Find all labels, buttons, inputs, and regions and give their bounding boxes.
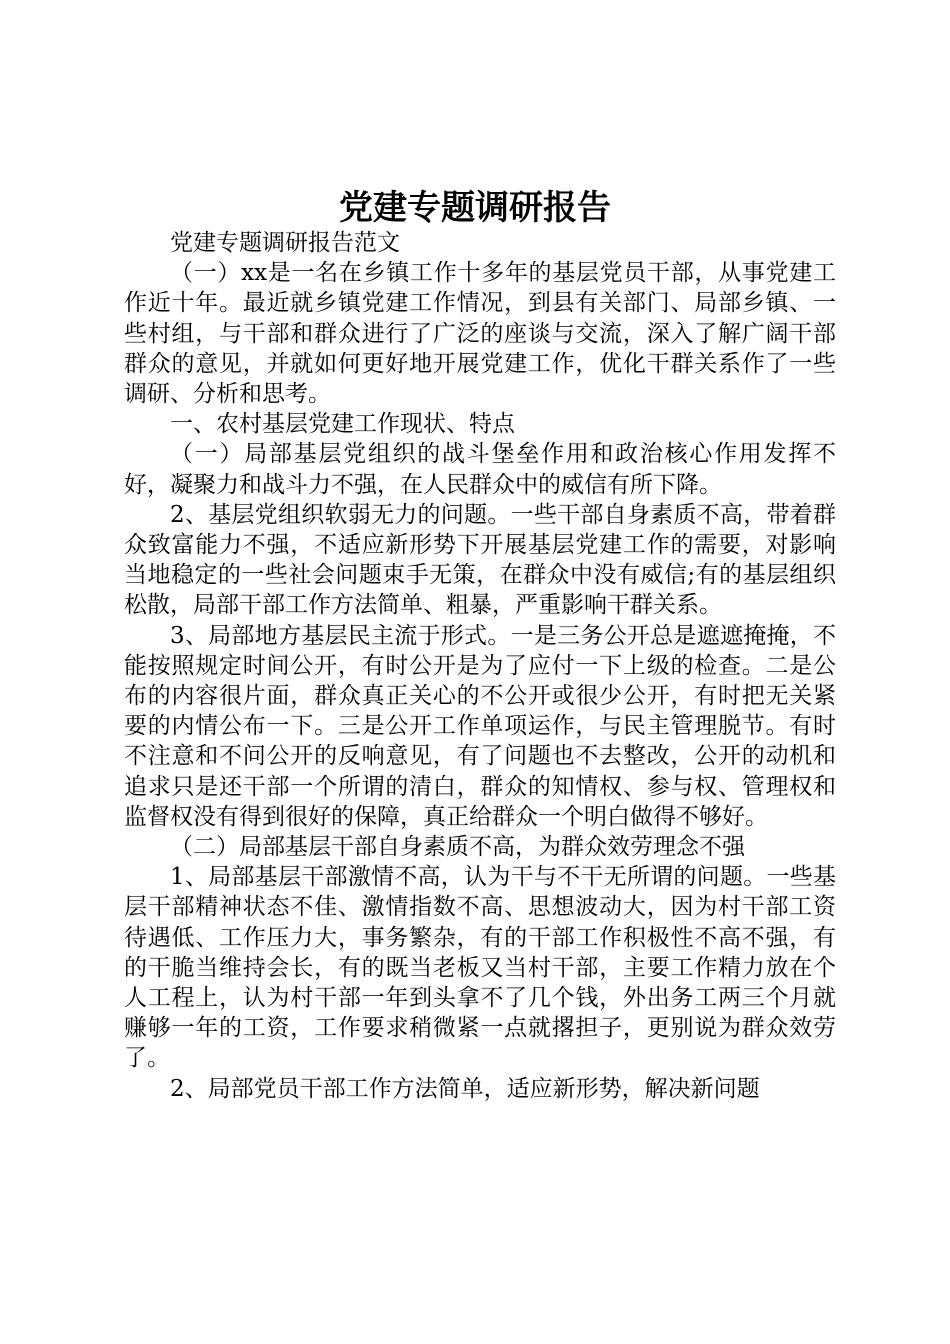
document-title: 党建专题调研报告 xyxy=(339,188,611,228)
paragraph-subtitle: 党建专题调研报告范文 xyxy=(170,230,400,256)
subsection-heading-2: （二）局部基层干部自身素质不高，为群众效劳理念不强 xyxy=(170,834,745,861)
paragraph-item-2: 2、基层党组织软弱无力的问题。一些干部自身素质不高，带着群众致富能力不强，不适应新形势下开展基层党建工作的需要，对影响当地稳定的一些社会问题束手无策，在群众中没有威信;有的基层组织松散，局部干部工作方法简单、粗暴，严重影响干群关系。 xyxy=(124,501,836,619)
paragraph-intro: （一）xx是一名在乡镇工作十多年的基层党员干部，从事党建工作近十年。最近就乡镇党建工作情况，到县有关部门、局部乡镇、一些村组，与干部和群众进行了广泛的座谈与交流，深入了解广阔干部群众的意见，并就如何更好地开展党建工作，优化干群关系作了一些调研、分析和思考。 xyxy=(124,260,836,408)
paragraph-item-2-2: 2、局部党员干部工作方法简单，适应新形势，解决新问题 xyxy=(170,1075,760,1102)
document-body xyxy=(124,228,836,1104)
section-heading-1: 一、农村基层党建工作现状、特点 xyxy=(170,411,515,438)
paragraph-item-2-1: 1、局部基层干部激情不高，认为干与不干无所谓的问题。一些基层干部精神状态不佳、激情指数不高、思想波动大，因为村干部工资待遇低、工作压力大，事务繁杂，有的干部工作积极性不高不强，有的干脆当维持会长，有的既当老板又当村干部，主要工作精力放在个人工程上，认为村干部一年到头拿不了几个钱，外出务工两三个月就赚够一年的工资，工作要求稍微紧一点就撂担子，更别说为群众效劳了。 xyxy=(124,864,836,1072)
paragraph-item-3: 3、局部地方基层民主流于形式。一是三务公开总是遮遮掩掩，不能按照规定时间公开，有时公开是为了应付一下上级的检查。二是公布的内容很片面，群众真正关心的不公开或很少公开，有时把无关紧要的内情公布一下。三是公开工作单项运作，与民主管理脱节。有时不注意和不问公开的反响意见，有了问题也不去整改，公开的动机和追求只是还干部一个所谓的清白，群众的知情权、参与权、管理权和监督权没有得到很好的保障，真正给群众一个明白做得不够好。 xyxy=(124,622,836,830)
subsection-heading-1: （一）局部基层党组织的战斗堡垒作用和政治核心作用发挥不好，凝聚力和战斗力不强，在人民群众中的威信有所下降。 xyxy=(124,441,836,498)
